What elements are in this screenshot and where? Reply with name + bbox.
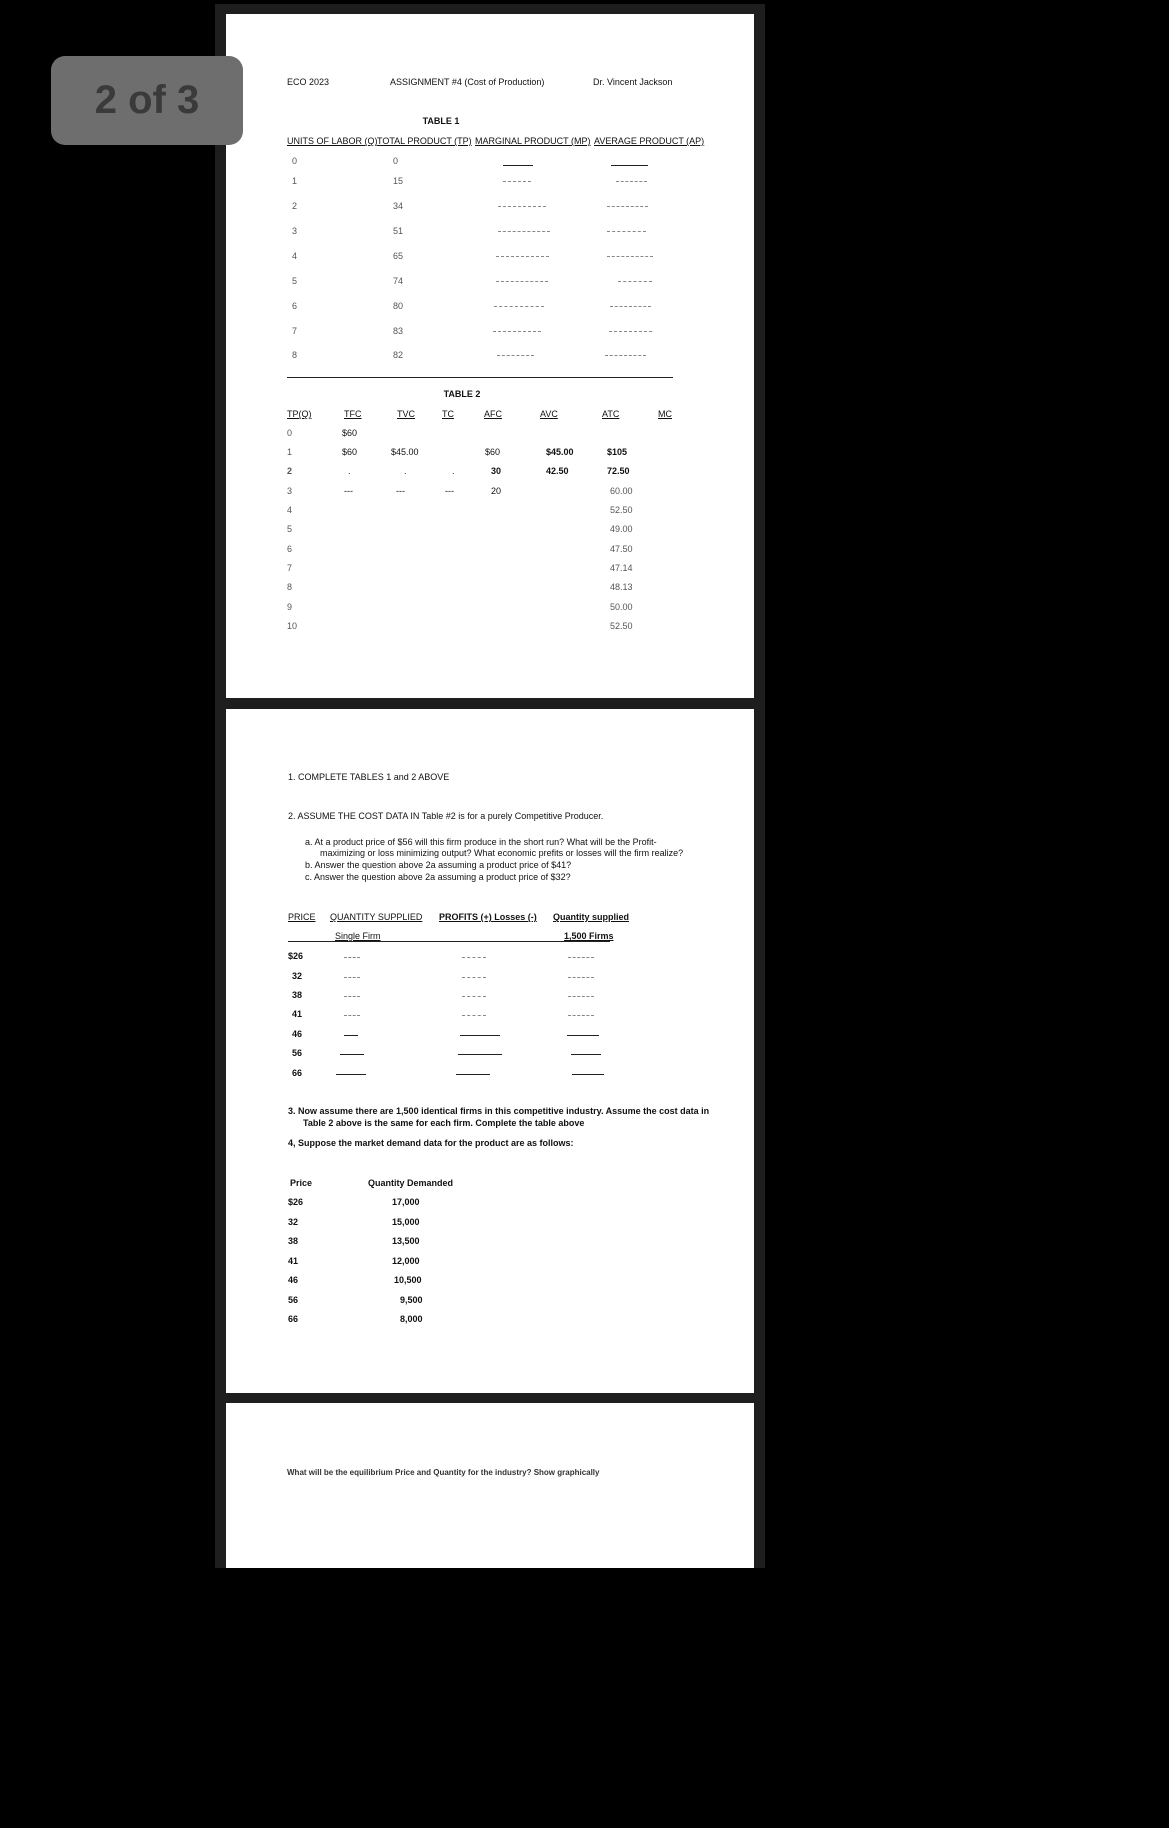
demand-quantity-cell: 8,000: [400, 1314, 423, 1324]
table1-cell: 3: [292, 226, 298, 236]
table2-header: ATC: [602, 409, 620, 419]
table1-cell: 4: [292, 251, 298, 261]
mp-blank-line: [498, 231, 550, 232]
page-indicator: 2 of 3: [51, 56, 243, 145]
table2-atc-cell: 47.50: [610, 544, 633, 554]
question-2: 2. ASSUME THE COST DATA IN Table #2 is for a purely Competitive Producer.: [288, 811, 604, 821]
table1-cell: 74: [393, 276, 404, 286]
supply-header: PRICE: [288, 912, 316, 922]
mp-blank-line: [496, 256, 549, 257]
ap-blank-line: [607, 206, 648, 207]
demand-quantity-cell: 13,500: [392, 1236, 420, 1246]
table1-header: AVERAGE PRODUCT (AP): [594, 136, 705, 146]
mp-blank-line: [494, 306, 544, 307]
table1-title: TABLE 1: [422, 116, 460, 126]
single-firm-blank-line: [336, 1074, 366, 1075]
table2-q-cell: 10: [287, 621, 298, 631]
table2-header: TVC: [397, 409, 415, 419]
table2-cell: 30: [491, 466, 502, 476]
table1-cell: 15: [393, 176, 404, 186]
table2-atc-cell: 49.00: [610, 524, 633, 534]
table2-header: TFC: [344, 409, 362, 419]
question-2a-line2: maximizing or loss minimizing output? What economic prefits or losses will the firm realize?: [320, 848, 684, 858]
table2-cell: $45.00: [391, 447, 419, 457]
table2-header: TP(Q): [287, 409, 312, 419]
assignment-title: ASSIGNMENT #4 (Cost of Production): [390, 77, 545, 87]
table2-atc-cell: 52.50: [610, 621, 633, 631]
table2-header: AFC: [484, 409, 502, 419]
supply-subheader: Single Firm: [335, 931, 381, 941]
supply-price-cell: $26: [288, 951, 304, 961]
demand-price-cell: 32: [288, 1217, 299, 1227]
demand-quantity-cell: 17,000: [392, 1197, 420, 1207]
supply-price-cell: 32: [292, 971, 303, 981]
table2-atc-cell: 50.00: [610, 602, 633, 612]
table1-cell: 65: [393, 251, 404, 261]
table2-q-cell: 1: [287, 447, 293, 457]
table2-q-cell: 8: [287, 582, 293, 592]
document-page-2: [226, 709, 754, 1393]
table1-cell: 82: [393, 350, 404, 360]
table2-q-cell: 5: [287, 524, 293, 534]
question-2a-line1: a. At a product price of $56 will this firm produce in the short run? What will be the Profit-: [305, 837, 657, 847]
table1-cell: 34: [393, 201, 404, 211]
ap-blank-line: [611, 165, 648, 166]
industry-supply-blank-line: [568, 977, 594, 978]
demand-price-cell: 56: [288, 1295, 299, 1305]
table2-q-cell: 7: [287, 563, 293, 573]
table1-cell: 2: [292, 201, 298, 211]
table2-atc-cell: 47.14: [610, 563, 633, 573]
profit-blank-line: [456, 1074, 490, 1075]
single-firm-blank-line: [344, 957, 360, 958]
question-5: What will be the equilibrium Price and Quantity for the industry? Show graphically: [287, 1468, 600, 1477]
industry-supply-blank-line: [568, 1015, 594, 1016]
profit-blank-line: [460, 1035, 500, 1036]
table1-header: MARGINAL PRODUCT (MP): [475, 136, 591, 146]
supply-price-cell: 46: [292, 1029, 303, 1039]
industry-supply-blank-line: [572, 1074, 604, 1075]
table1-cell: 8: [292, 350, 298, 360]
ap-blank-line: [609, 331, 652, 332]
demand-quantity-cell: 10,500: [394, 1275, 422, 1285]
table1-cell: 0: [393, 156, 399, 166]
supply-price-cell: 41: [292, 1009, 303, 1019]
document-page-3: [226, 1403, 754, 1568]
supply-header: QUANTITY SUPPLIED: [330, 912, 423, 922]
table2-cell: ---: [396, 486, 405, 496]
table2-cell: $60: [342, 447, 358, 457]
ap-blank-line: [616, 181, 647, 182]
demand-price-cell: $26: [288, 1197, 304, 1207]
supply-price-cell: 56: [292, 1048, 303, 1058]
table2-title: TABLE 2: [443, 389, 481, 399]
table1-cell: 1: [292, 176, 298, 186]
demand-quantity-cell: 9,500: [400, 1295, 423, 1305]
single-firm-blank-line: [344, 1035, 358, 1036]
single-firm-blank-line: [340, 1054, 364, 1055]
mp-blank-line: [503, 181, 531, 182]
table2-cell: .: [404, 466, 407, 476]
profit-blank-line: [462, 1015, 486, 1016]
table2-cell: .: [348, 466, 351, 476]
table1-cell: 80: [393, 301, 404, 311]
table2-q-cell: 4: [287, 505, 293, 515]
table2-q-cell: 6: [287, 544, 293, 554]
mp-blank-line: [493, 331, 541, 332]
demand-price-cell: 66: [288, 1314, 299, 1324]
table2-atc-cell: $105: [607, 447, 628, 457]
demand-price-cell: 46: [288, 1275, 299, 1285]
supply-price-cell: 66: [292, 1068, 303, 1078]
demand-header: Quantity Demanded: [368, 1178, 454, 1188]
question-1: 1. COMPLETE TABLES 1 and 2 ABOVE: [288, 772, 450, 782]
table2-atc-cell: 72.50: [607, 466, 630, 476]
table1-cell: 5: [292, 276, 298, 286]
supply-header: PROFITS (+) Losses (-): [439, 912, 537, 922]
industry-supply-blank-line: [568, 996, 594, 997]
document-page-1: [226, 14, 754, 698]
table1-cell: 6: [292, 301, 298, 311]
ap-blank-line: [607, 256, 653, 257]
demand-quantity-cell: 15,000: [392, 1217, 420, 1227]
table2-cell: $60: [342, 428, 358, 438]
question-3-line2: Table 2 above is the same for each firm. Complete the table above: [303, 1118, 585, 1128]
mp-blank-line: [496, 281, 548, 282]
table2-cell: 42.50: [546, 466, 569, 476]
industry-supply-blank-line: [571, 1054, 601, 1055]
mp-blank-line: [503, 165, 533, 166]
demand-quantity-cell: 12,000: [392, 1256, 420, 1266]
demand-header: Price: [290, 1178, 313, 1188]
course-code: ECO 2023: [287, 77, 330, 87]
supply-subheader: 1,500 Firms: [564, 931, 614, 941]
table1-cell: 7: [292, 326, 298, 336]
mp-blank-line: [498, 206, 546, 207]
single-firm-blank-line: [344, 996, 360, 997]
table2-q-cell: 9: [287, 602, 293, 612]
table2-cell: $45.00: [546, 447, 574, 457]
table2-atc-cell: 52.50: [610, 505, 633, 515]
profit-blank-line: [462, 996, 486, 997]
table1-header: TOTAL PRODUCT (TP): [377, 136, 472, 146]
table2-cell: 20: [491, 486, 502, 496]
ap-blank-line: [610, 306, 651, 307]
table1-header: UNITS OF LABOR (Q): [287, 136, 378, 146]
table2-cell: ---: [445, 486, 454, 496]
table2-cell: ---: [344, 486, 353, 496]
table2-q-cell: 3: [287, 486, 293, 496]
ap-blank-line: [607, 231, 646, 232]
question-2c: c. Answer the question above 2a assuming a product price of $32?: [305, 872, 571, 882]
table1-cell: 51: [393, 226, 404, 236]
ap-blank-line: [605, 355, 646, 356]
table2-q-cell: 0: [287, 428, 293, 438]
table1-cell: 83: [393, 326, 404, 336]
supply-header: Quantity supplied: [553, 912, 630, 922]
table2-header: MC: [658, 409, 672, 419]
supply-table-rule: [288, 941, 610, 942]
table2-cell: .: [452, 466, 455, 476]
single-firm-blank-line: [344, 977, 360, 978]
supply-price-cell: 38: [292, 990, 303, 1000]
single-firm-blank-line: [344, 1015, 360, 1016]
profit-blank-line: [458, 1054, 502, 1055]
question-3-line1: 3. Now assume there are 1,500 identical firms in this competitive industry. Assume the cost data in: [288, 1106, 710, 1116]
ap-blank-line: [618, 281, 652, 282]
table2-atc-cell: 60.00: [610, 486, 633, 496]
demand-price-cell: 38: [288, 1236, 299, 1246]
table2-atc-cell: 48.13: [610, 582, 633, 592]
section-divider: [287, 377, 673, 378]
table2-cell: $60: [485, 447, 501, 457]
mp-blank-line: [497, 355, 534, 356]
table2-header: AVC: [540, 409, 558, 419]
question-4: 4, Suppose the market demand data for the product are as follows:: [288, 1138, 574, 1148]
industry-supply-blank-line: [567, 1035, 599, 1036]
profit-blank-line: [462, 957, 486, 958]
industry-supply-blank-line: [568, 957, 594, 958]
question-2b: b. Answer the question above 2a assuming a product price of $41?: [305, 860, 572, 870]
demand-price-cell: 41: [288, 1256, 299, 1266]
instructor-name: Dr. Vincent Jackson: [593, 77, 673, 87]
table1-cell: 0: [292, 156, 298, 166]
table2-header: TC: [442, 409, 454, 419]
profit-blank-line: [462, 977, 486, 978]
table2-q-cell: 2: [287, 466, 293, 476]
